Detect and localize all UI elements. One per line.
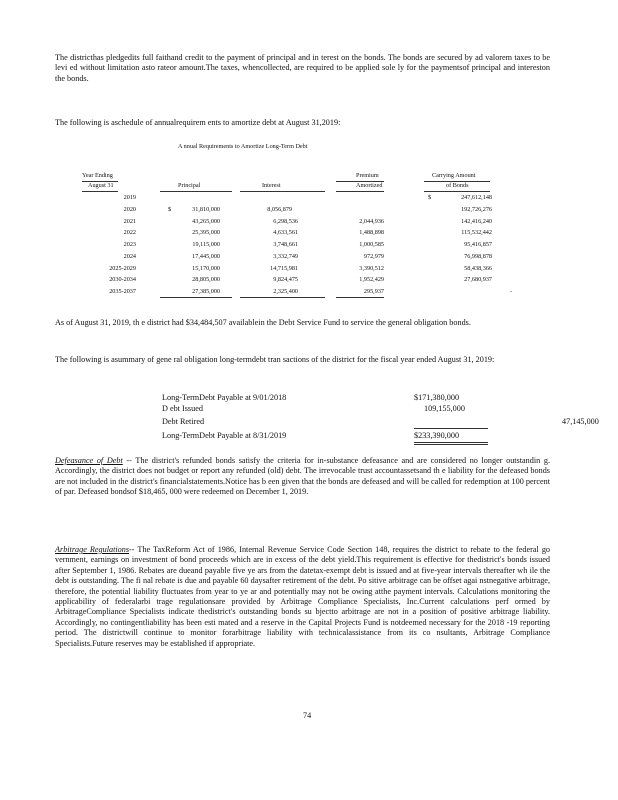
table-row-year: 2030-2034 [109, 276, 136, 283]
summary-rule [414, 428, 488, 429]
header-rule-interest [240, 191, 325, 192]
paragraph-defeasance [55, 456, 550, 498]
header-rule-premium [336, 181, 384, 182]
table-row-interest: 4,633,561 [273, 229, 298, 236]
table-row-carrying: 142,416,240 [461, 218, 492, 225]
table-caption: A nnual Requirements to Amortize Long-Term Debt [178, 143, 308, 150]
table-row-premium: 1,000,585 [359, 241, 384, 248]
table-row-interest: 2,325,400 [273, 288, 298, 295]
summary-double-rule [414, 442, 488, 443]
table-row-interest: 8,056,879 [267, 206, 292, 213]
table-row-premium: 295,937 [363, 288, 384, 295]
table-row-year: 2021 [123, 218, 136, 225]
header-of-bonds: of Bonds [446, 182, 469, 189]
header-year-ending: Year Ending [82, 172, 113, 179]
summary-label: Long-TermDebt Payable at 9/01/2018 [162, 393, 287, 402]
table-row-dollar: $ [428, 194, 432, 201]
arbitrage-heading: Arbitrage Regulations [55, 545, 130, 554]
paragraph-debt-service-fund: As of August 31, 2019, th e district had $34,484,507 availablein the Debt Service Fund to service the general obligation bonds. [55, 318, 471, 327]
table-row-premium: 1,488,898 [359, 229, 384, 236]
header-rule-principal [160, 191, 232, 192]
table-row-interest: 14,715,981 [270, 265, 298, 272]
paragraph-pledge: The districthas pledgedits full faithand credit to the payment of principal and in terest on the bonds. The bonds are secured by ad valorem taxes to be levi ed without limitation asto rateor amount.The taxes, whencollected, are required to be applied sole ly for the paymentsof principal and intereston the bonds. [55, 53, 550, 83]
table-row-principal: 28,805,000 [192, 276, 220, 283]
summary-label: D ebt Issued [162, 404, 203, 413]
table-row-principal: 15,170,000 [192, 265, 220, 272]
table-row-principal: 31,810,000 [192, 206, 220, 213]
summary-label: Debt Retired [162, 417, 205, 426]
table-row-year: 2019 [123, 194, 136, 201]
table-row-principal: 27,385,000 [192, 288, 220, 295]
header-rule-carrying [424, 181, 490, 182]
summary-double-rule [414, 444, 488, 445]
table-row-premium: 3,390,512 [359, 265, 384, 272]
defeasance-text: -- The district's refunded bonds satisfy the criteria for in-substance defeasance and are considered no longer outstandin g. Accordingly, the district does not budget or report any refunded (old) debt. The irrevocable trust accountassetsand th e liability for the defeased bonds are not included in the district's financialstatements.Notice has b een given that the bonds are defeased and will be called for redemption at 100 percent of par. Defeased bondsof $18,465, 000 were redeemed on December 1, 2019. [55, 456, 550, 497]
table-row-year: 2035-2037 [109, 288, 136, 295]
summary-value-outside: 47,145,000 [562, 417, 599, 426]
summary-value: 109,155,000 [424, 404, 465, 413]
summary-label: Long-TermDebt Payable at 8/31/2019 [162, 431, 287, 440]
header-rule-premium-2 [336, 191, 384, 192]
header-carrying-amount: Carrying Amount [432, 172, 476, 179]
table-row-premium: 972,979 [363, 253, 384, 260]
table-row-carrying: 192,726,276 [461, 206, 492, 213]
table-row-principal: 19,115,000 [192, 241, 220, 248]
table-row-year: 2025-2029 [109, 265, 136, 272]
table-bottom-rule [160, 297, 232, 298]
header-rule-year-2 [82, 191, 118, 192]
table-row-year: 2024 [123, 253, 136, 260]
header-amortized: Amortized [356, 182, 383, 189]
table-row-premium: 2,044,936 [359, 218, 384, 225]
table-row-carrying: - [510, 288, 513, 295]
paragraph-summary-intro: The following is asummary of gene ral obligation long-termdebt tran sactions of the district for the fiscal year ended August 31, 2019: [55, 355, 495, 364]
header-rule-year [82, 181, 118, 182]
header-august-31: August 31 [88, 182, 114, 189]
table-row-carrying: 58,438,366 [464, 265, 492, 272]
table-row-interest: 9,824,475 [273, 276, 298, 283]
table-row-interest: 6,298,536 [273, 218, 298, 225]
table-row-carrying: 247,612,148 [461, 194, 492, 201]
table-row-premium: 1,952,429 [359, 276, 384, 283]
table-row-carrying: 76,998,878 [464, 253, 492, 260]
page-number: 74 [303, 711, 312, 720]
table-row-year: 2020 [123, 206, 136, 213]
arbitrage-text: -- The TaxReform Act of 1986, Internal Revenue Service Code Section 148, requires the district to rebate to the federal go vernment, earnings on investment of bond proceeds which are in excess of the debt yield.This requirement is effective for thedistrict's bonds issued after September 1, 1986. Rebates are dueand payable five ye ars from the datetax-exempt debt is issued and at five-year intervals thereafter wh ile the debt is outstanding. The fi nal rebate is due and payable 60 daysafter retirement of the debt. Po sitive arbitrage can be offset agai nstnegative arbitrage, therefore, the potential liability fluctuates from year to ye ar and potentially may not be owing atthe payment intervals. Calculations monitoring the applicability of federalarbi trage regulationsare provided by Arbitrage Compliance Specialists, Inc.Current calculations perf ormed by ArbitrageCompliance Specialists indicate thedistrict's outstanding bonds su bjectto arbitrage are not in a position of positive arbitrage liability. Accordingly, no contingentliability has been esti mated and a reserve in the Capital Projects Fund is notdeemed necessary for the 2018 -19 reporting period. The districtwill continue to monitor forarbitrage liability with technicalassistance from its co nsultants, Arbitrage Compliance Specialists.Future reserves may be established if appropriate. [55, 545, 551, 648]
table-row-dollar: $ [168, 206, 172, 213]
header-rule-carrying-2 [424, 191, 490, 192]
table-row-principal: 25,395,000 [192, 229, 220, 236]
table-bottom-rule [240, 297, 325, 298]
header-premium: Premium [356, 172, 379, 179]
summary-value: $171,380,000 [414, 393, 460, 402]
table-row-carrying: 115,532,442 [461, 229, 492, 236]
table-bottom-rule [336, 297, 384, 298]
table-row-principal: 43,265,000 [192, 218, 220, 225]
header-interest: Interest [262, 182, 281, 189]
table-row-year: 2023 [123, 241, 136, 248]
summary-value: $233,390,000 [414, 431, 460, 440]
defeasance-heading: Defeasance of Debt [55, 456, 123, 465]
header-principal: Principal [178, 182, 201, 189]
paragraph-schedule-intro: The following is aschedule of annualrequirem ents to amortize debt at August 31,2019: [55, 118, 341, 127]
table-row-carrying: 27,680,937 [464, 276, 492, 283]
table-row-interest: 3,332,749 [273, 253, 298, 260]
table-row-interest: 3,748,661 [273, 241, 298, 248]
paragraph-arbitrage [55, 545, 550, 649]
table-row-carrying: 95,416,857 [464, 241, 492, 248]
table-row-year: 2022 [123, 229, 136, 236]
table-row-principal: 17,445,000 [192, 253, 220, 260]
